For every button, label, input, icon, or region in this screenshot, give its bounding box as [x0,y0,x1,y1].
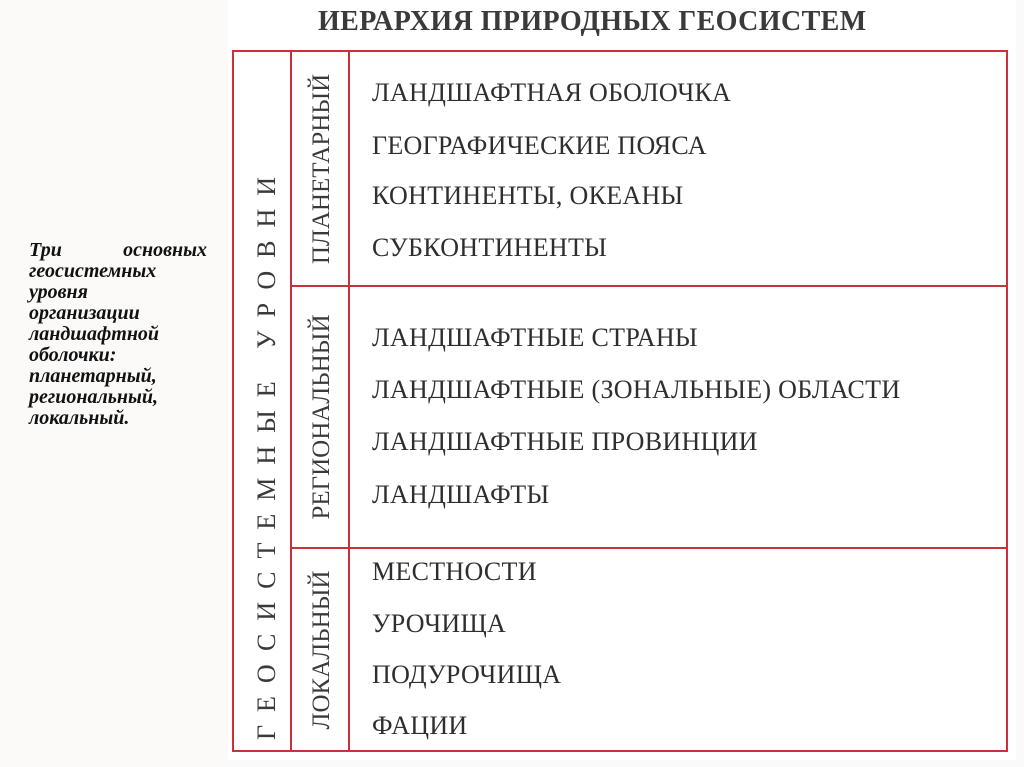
level-item: ЛАНДШАФТЫ [372,480,550,509]
side-note-line: планетарный, [29,365,157,387]
side-note-word: основных [123,239,207,261]
level-divider [348,50,350,287]
level-row-planetary [290,50,1008,287]
side-note-line: ландшафтной [29,323,160,345]
group-label: ГЕОСИСТЕМНЫЕ УРОВНИ [252,163,281,741]
hierarchy-diagram [228,0,1016,760]
level-item: ФАЦИИ [372,711,468,740]
level-item: ГЕОГРАФИЧЕСКИЕ ПОЯСА [372,131,707,160]
level-item: ЛАНДШАФТНЫЕ (ЗОНАЛЬНЫЕ) ОБЛАСТИ [372,375,901,404]
side-note-line: локальный. [29,407,130,429]
diagram-title: ИЕРАРХИЯ ПРИРОДНЫХ ГЕОСИСТЕМ [318,6,867,37]
level-row-local [290,547,1008,752]
side-note-line [29,240,207,261]
side-note-line: региональный, [29,386,158,408]
level-item: ПОДУРОЧИЩА [372,660,562,689]
level-item: ЛАНДШАФТНЫЕ ПРОВИНЦИИ [372,427,758,456]
level-divider [348,547,350,752]
level-item: КОНТИНЕНТЫ, ОКЕАНЫ [372,181,684,210]
level-item: СУБКОНТИНЕНТЫ [372,233,608,262]
side-note-line: геосистемных [29,260,157,282]
level-item: ЛАНДШАФТНЫЕ СТРАНЫ [372,323,698,352]
level-divider [348,285,350,549]
level-label-local: ЛОКАЛЬНЫЙ [308,570,335,729]
level-label-planetary: ПЛАНЕТАРНЫЙ [308,73,335,264]
side-note-word: Три [29,239,62,261]
side-note-line: оболочки: [29,344,117,366]
level-row-regional [290,285,1008,549]
side-note [29,240,207,429]
side-note-line: организации [29,302,140,324]
level-label-regional: РЕГИОНАЛЬНЫЙ [308,314,335,520]
level-item: ЛАНДШАФТНАЯ ОБОЛОЧКА [372,78,732,107]
side-note-line: уровня [29,281,88,303]
level-item: МЕСТНОСТИ [372,557,537,586]
level-item: УРОЧИЩА [372,609,507,638]
